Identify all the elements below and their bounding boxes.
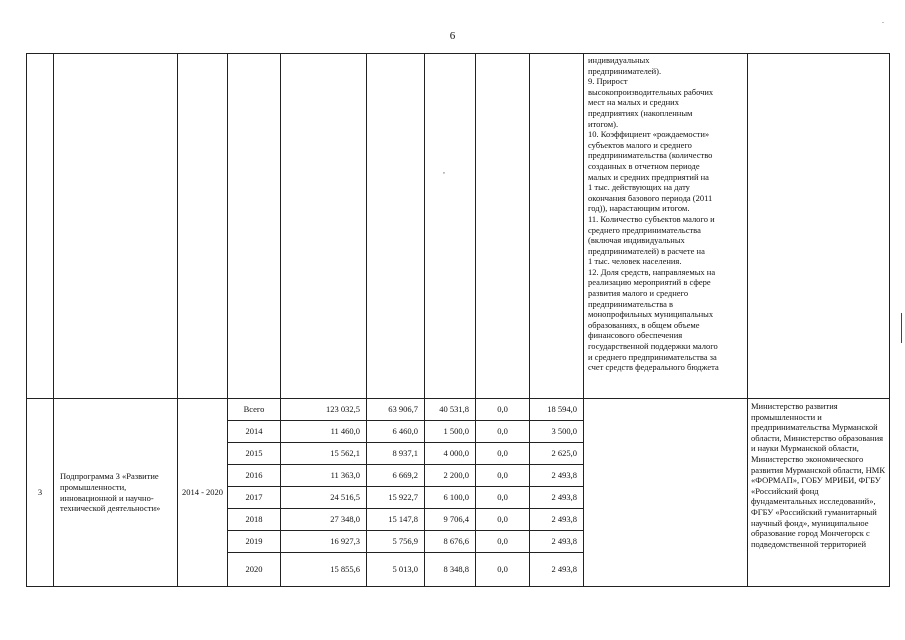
indicator-line: (включая индивидуальных bbox=[588, 235, 685, 246]
value-cell: 2 200,0 bbox=[425, 465, 476, 487]
value-cell: 2 493,8 bbox=[530, 509, 584, 531]
indicator-line: предпринимателей). bbox=[588, 65, 662, 76]
value-cell: 6 669,2 bbox=[367, 465, 425, 487]
indicator-line: 9. Прирост bbox=[588, 76, 628, 87]
indicator-line: среднего предпринимательства bbox=[588, 224, 701, 235]
executors-cell: Министерство развития промышленности и предпринимательства Мурманской области, Министерство образования и науки Мурманской области, Министерство экономического развития Мурманской области, НМК «ФОРМАП», ГОБУ МРИБИ, ФГБУ «Российский фонд фундаментальных исследований», ФГБУ «Российский гуманитарный научный фонд», муниципальное образование город Мончегорск с подведомственной территорией bbox=[748, 399, 890, 587]
indicator-line: счет средств федерального бюджета bbox=[588, 362, 719, 373]
indicator-line: индивидуальных bbox=[588, 55, 650, 65]
indicator-line: и среднего предпринимательства за bbox=[588, 351, 717, 362]
value-cell: 2 625,0 bbox=[530, 443, 584, 465]
table-row bbox=[27, 399, 890, 421]
subprogram-name: Подпрограмма 3 «Развитие промышленности, инновационной и научно-технической деятельности» bbox=[54, 399, 178, 587]
indicator-line: 11. Количество субъектов малого и bbox=[588, 213, 715, 224]
indicators-cell bbox=[584, 54, 748, 399]
indicator-line: высокопроизводительных рабочих bbox=[588, 86, 714, 97]
indicator-line: предпринимательства в bbox=[588, 298, 674, 309]
value-cell: 8 348,8 bbox=[425, 553, 476, 587]
indicator-line: предприятиях (накопленным bbox=[588, 107, 693, 118]
value-cell: 3 500,0 bbox=[530, 421, 584, 443]
indicator-line: мест на малых и средних bbox=[588, 97, 679, 108]
value-cell: 1 500,0 bbox=[425, 421, 476, 443]
value-cell: 0,0 bbox=[476, 487, 530, 509]
value-cell: 18 594,0 bbox=[530, 399, 584, 421]
indicator-line: 1 тыс. действующих на дату bbox=[588, 182, 690, 193]
continuation-row bbox=[27, 54, 890, 399]
indicator-line: реализацию мероприятий в сфере bbox=[588, 277, 711, 288]
total-cell: 11 363,0 bbox=[281, 465, 367, 487]
value-cell: 0,0 bbox=[476, 421, 530, 443]
value-cell: 0,0 bbox=[476, 443, 530, 465]
year-cell: 2017 bbox=[228, 487, 281, 509]
value-cell: 8 937,1 bbox=[367, 443, 425, 465]
scan-mark: , bbox=[443, 166, 445, 175]
subprogram-period: 2014 - 2020 bbox=[178, 399, 228, 587]
value-cell: 15 922,7 bbox=[367, 487, 425, 509]
indicator-line: образованиях, в общем объеме bbox=[588, 319, 700, 330]
total-cell: 27 348,0 bbox=[281, 509, 367, 531]
value-cell: 2 493,8 bbox=[530, 531, 584, 553]
indicators-empty-cell bbox=[584, 399, 748, 587]
total-cell: 15 855,6 bbox=[281, 553, 367, 587]
total-cell: 11 460,0 bbox=[281, 421, 367, 443]
value-cell: 2 493,8 bbox=[530, 487, 584, 509]
indicator-line: финансового обеспечения bbox=[588, 330, 683, 341]
value-cell: 0,0 bbox=[476, 553, 530, 587]
year-cell: 2019 bbox=[228, 531, 281, 553]
indicator-line: созданных в отчетном периоде bbox=[588, 160, 700, 171]
value-cell: 15 147,8 bbox=[367, 509, 425, 531]
scan-edge-mark bbox=[901, 313, 902, 343]
indicator-line: государственной поддержки малого bbox=[588, 341, 718, 352]
value-cell: 5 013,0 bbox=[367, 553, 425, 587]
indicator-line: итогом). bbox=[588, 118, 619, 129]
indicator-line: субъектов малого и среднего bbox=[588, 139, 692, 150]
value-cell: 6 460,0 bbox=[367, 421, 425, 443]
value-cell: 40 531,8 bbox=[425, 399, 476, 421]
total-cell: 16 927,3 bbox=[281, 531, 367, 553]
year-cell: 2018 bbox=[228, 509, 281, 531]
value-cell: 0,0 bbox=[476, 531, 530, 553]
value-cell: 2 493,8 bbox=[530, 553, 584, 587]
indicator-line: малых и средних предприятий на bbox=[588, 171, 709, 182]
year-cell: 2014 bbox=[228, 421, 281, 443]
indicator-line: 1 тыс. человек населения. bbox=[588, 256, 682, 267]
total-cell: 123 032,5 bbox=[281, 399, 367, 421]
page-number: 6 bbox=[449, 30, 456, 42]
value-cell: 9 706,4 bbox=[425, 509, 476, 531]
value-cell: 2 493,8 bbox=[530, 465, 584, 487]
value-cell: 0,0 bbox=[476, 399, 530, 421]
value-cell: 63 906,7 bbox=[367, 399, 425, 421]
indicator-line: 10. Коэффициент «рождаемости» bbox=[588, 129, 710, 140]
total-cell: 15 562,1 bbox=[281, 443, 367, 465]
value-cell: 5 756,9 bbox=[367, 531, 425, 553]
total-cell: 24 516,5 bbox=[281, 487, 367, 509]
indicator-line: 12. Доля средств, направляемых на bbox=[588, 266, 716, 277]
indicator-line: предпринимателей) в расчете на bbox=[588, 245, 705, 256]
year-cell: 2016 bbox=[228, 465, 281, 487]
indicator-line: окончания базового периода (2011 bbox=[588, 192, 713, 203]
value-cell: 8 676,6 bbox=[425, 531, 476, 553]
indicator-line: монопрофильных муниципальных bbox=[588, 309, 714, 320]
program-table bbox=[26, 53, 890, 587]
year-cell: 2020 bbox=[228, 553, 281, 587]
value-cell: 0,0 bbox=[476, 509, 530, 531]
value-cell: 0,0 bbox=[476, 465, 530, 487]
subprogram-number: 3 bbox=[27, 399, 54, 587]
year-cell: 2015 bbox=[228, 443, 281, 465]
indicator-line: год)), нарастающим итогом. bbox=[588, 203, 690, 214]
indicator-line: развития малого и среднего bbox=[588, 288, 689, 299]
value-cell: 4 000,0 bbox=[425, 443, 476, 465]
indicator-line: предпринимательства (количество bbox=[588, 150, 713, 161]
year-cell: Всего bbox=[228, 399, 281, 421]
scan-mark: . bbox=[882, 16, 884, 25]
value-cell: 6 100,0 bbox=[425, 487, 476, 509]
